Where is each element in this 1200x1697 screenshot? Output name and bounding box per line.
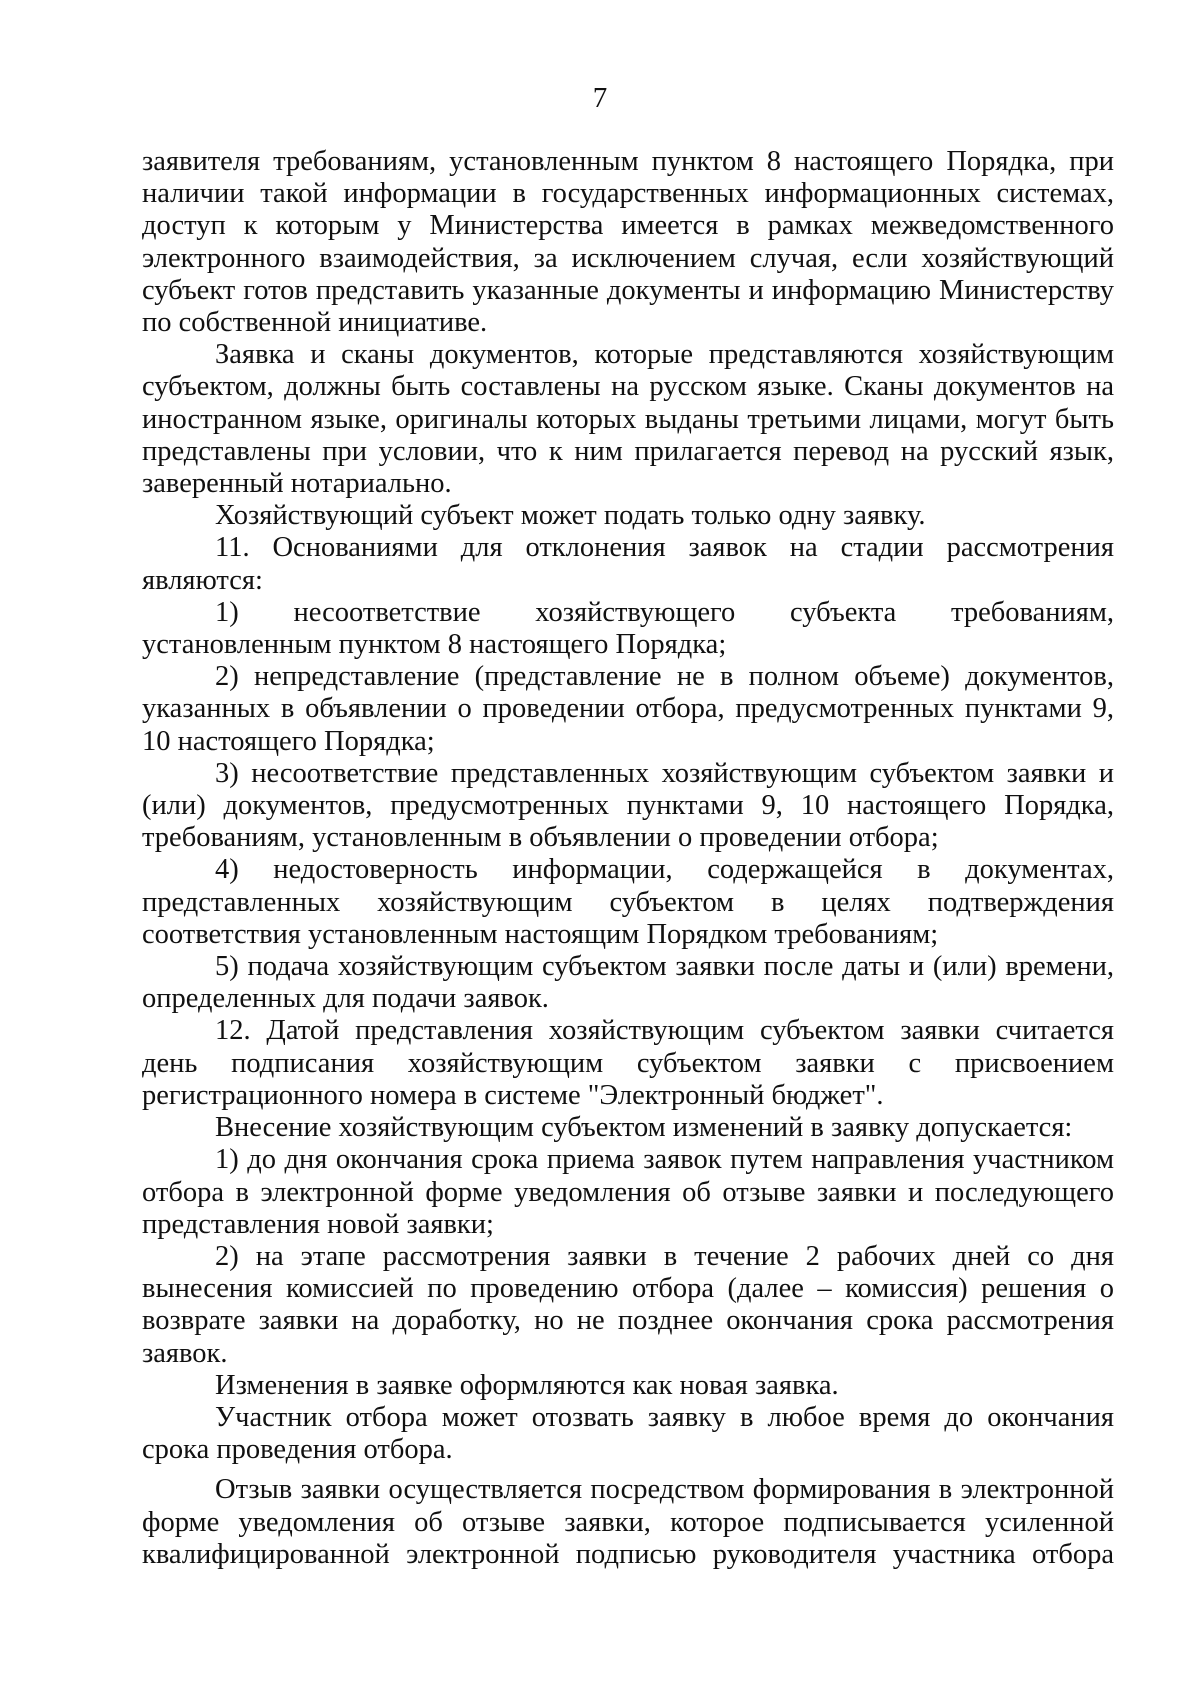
paragraph-item-11-4: 4) недостоверность информации, содержащейся в документах, представленных хозяйствующим субъектом в целях подтверждения соответствия установленным настоящим Порядком требованиям; (142, 854, 1114, 950)
paragraph-item-11-5: 5) подача хозяйствующим субъектом заявки после даты и (или) времени, определенных для подачи заявок. (142, 951, 1114, 1015)
paragraph-changes-2: 2) на этапе рассмотрения заявки в течение 2 рабочих дней со дня вынесения комиссией по проведению отбора (далее – комиссия) решения о возврате заявки на доработку, но не позднее окончания срока рассмотрения заявок. (142, 1240, 1114, 1369)
paragraph-changes-allowed: Внесение хозяйствующим субъектом изменений в заявку допускается: (215, 1112, 1073, 1144)
paragraph-changes-1: 1) до дня окончания срока приема заявок путем направления участником отбора в электронной форме уведомления об отзыве заявки и последующего представления новой заявки; (142, 1144, 1114, 1240)
paragraph-withdraw: Участник отбора может отозвать заявку в любое время до окончания срока проведения отбора. (142, 1401, 1114, 1466)
paragraph-withdraw-procedure: Отзыв заявки осуществляется посредством формирования в электронной форме уведомления об отзыве заявки, которое подписывается усиленной квалифицированной электронной подписью руководителя участника отбора (142, 1474, 1114, 1570)
paragraph-new-application: Изменения в заявке оформляются как новая заявка. (215, 1369, 839, 1401)
paragraph-continuation: заявителя требованиям, установленным пунктом 8 настоящего Порядка, при наличии такой информации в государственных информационных системах, доступ к которым у Министерства имеется в рамках межведомственного электронного взаимодействия, за исключением случая, если хозяйствующий субъект готов представить указанные документы и информацию Министерству по собственной инициативе. (142, 146, 1114, 339)
page-number: 7 (592, 82, 608, 114)
paragraph-item-11-2: 2) непредставление (представление не в полном объеме) документов, указанных в объявлении о проведении отбора, предусмотренных пунктами 9, 10 настоящего Порядка; (142, 661, 1114, 757)
paragraph-item-11: 11. Основаниями для отклонения заявок на стадии рассмотрения являются: (142, 532, 1114, 596)
paragraph-language-requirement: Заявка и сканы документов, которые представляются хозяйствующим субъектом, должны быть составлены на русском языке. Сканы документов на иностранном языке, оригиналы которых выданы третьими лицами, могут быть представлены при условии, что к ним прилагается перевод на русский язык, заверенный нотариально. (142, 339, 1114, 500)
paragraph-single-application: Хозяйствующий субъект может подать только одну заявку. (215, 500, 926, 532)
paragraph-item-11-3: 3) несоответствие представленных хозяйствующим субъектом заявки и (или) документов, предусмотренных пунктами 9, 10 настоящего Порядка, требованиям, установленным в объявлении о проведении отбора; (142, 757, 1114, 854)
paragraph-item-12: 12. Датой представления хозяйствующим субъектом заявки считается день подписания хозяйствующим субъектом заявки с присвоением регистрационного номера в системе "Электронный бюджет". (142, 1015, 1114, 1111)
paragraph-item-11-1: 1) несоответствие хозяйствующего субъекта требованиям, установленным пунктом 8 настоящего Порядка; (142, 596, 1114, 661)
document-body (142, 146, 1114, 1571)
